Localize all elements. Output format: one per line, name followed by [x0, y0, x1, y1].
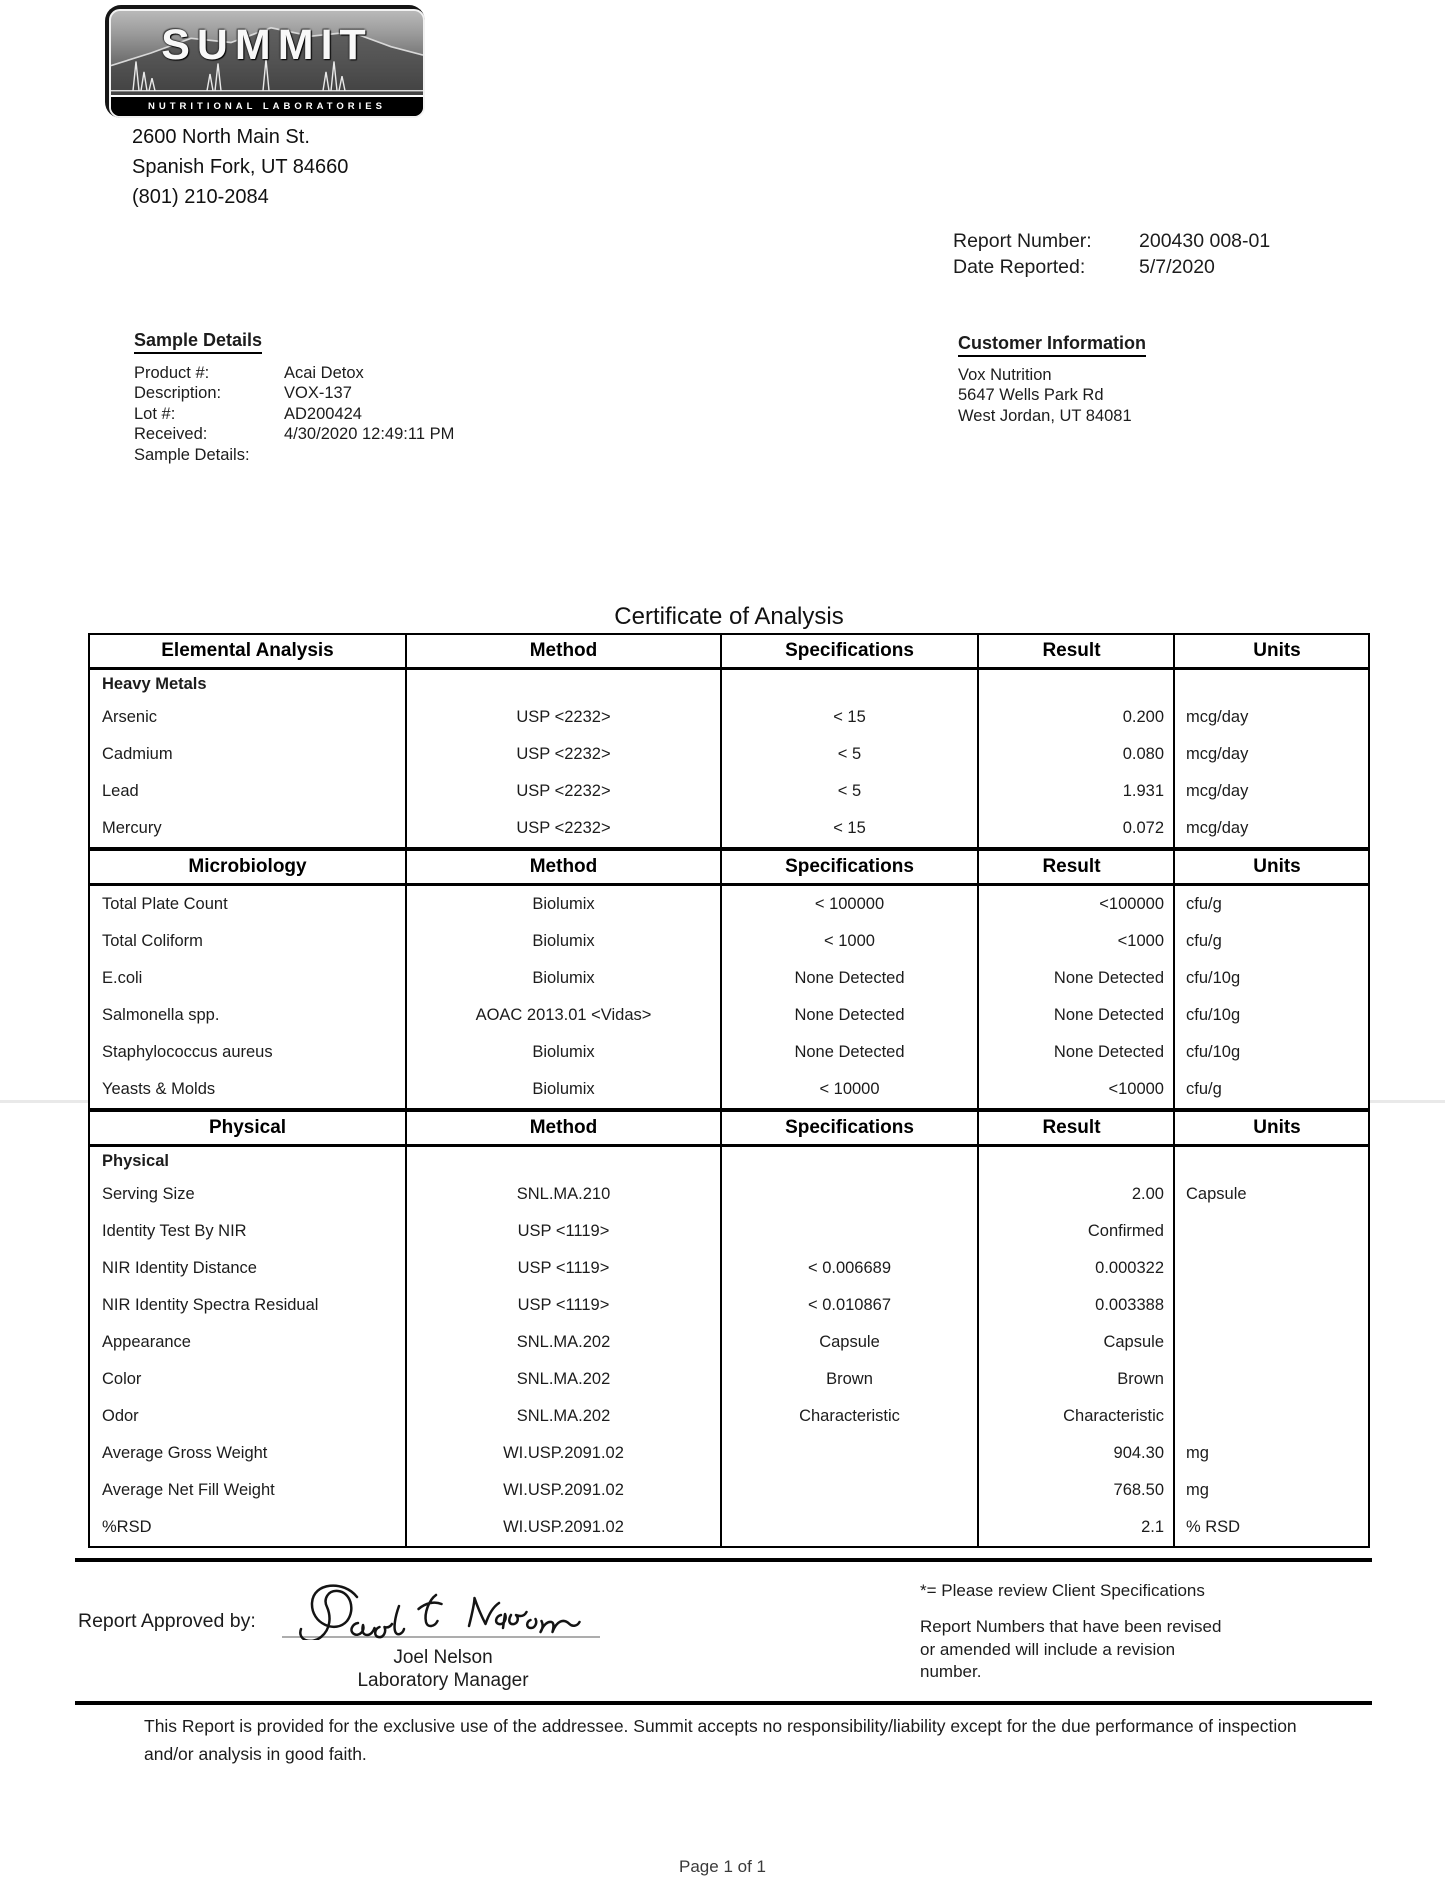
- summit-logo: [105, 5, 425, 118]
- table-cell: 0.072: [977, 810, 1173, 847]
- table-cell: < 15: [720, 699, 977, 736]
- table-cell: Biolumix: [405, 1034, 720, 1071]
- table-cell: Capsule: [977, 1324, 1173, 1361]
- table-cell: [1173, 1213, 1368, 1250]
- table-cell: < 100000: [720, 886, 977, 923]
- table-row: [90, 1361, 1368, 1398]
- customer-info-heading: Customer Information: [958, 333, 1146, 357]
- field-label: Product #:: [134, 364, 210, 382]
- column-header: Units: [1173, 635, 1368, 667]
- sample-field-row: [134, 363, 454, 383]
- subheading-cell: [977, 1147, 1173, 1176]
- sample-field-row: [134, 445, 454, 465]
- table-cell: 0.080: [977, 736, 1173, 773]
- table-cell: Brown: [720, 1361, 977, 1398]
- subheading-cell: Heavy Metals: [102, 675, 207, 693]
- table-cell: None Detected: [720, 997, 977, 1034]
- table-row: [90, 997, 1368, 1034]
- table-cell: Salmonella spp.: [102, 1006, 220, 1024]
- date-reported-label: Date Reported:: [953, 256, 1086, 278]
- table-cell: < 5: [720, 736, 977, 773]
- signature-line: [282, 1636, 600, 1638]
- field-label: Received:: [134, 425, 208, 444]
- column-header: Specifications: [720, 1112, 977, 1144]
- subheading-cell: [405, 1147, 720, 1176]
- table-cell: [720, 1472, 977, 1509]
- table-cell: None Detected: [977, 997, 1173, 1034]
- table-cell: < 5: [720, 773, 977, 810]
- table-cell: < 1000: [720, 923, 977, 960]
- table-cell: %RSD: [102, 1518, 152, 1536]
- table-cell: mcg/day: [1173, 810, 1368, 847]
- table-cell: None Detected: [977, 960, 1173, 997]
- sample-field-row: [134, 404, 454, 424]
- page-number: Page 1 of 1: [679, 1857, 766, 1876]
- table-row: [90, 1213, 1368, 1250]
- table-cell: Yeasts & Molds: [102, 1080, 216, 1098]
- logo-brand-text: SUMMIT: [161, 21, 373, 69]
- table-cell: Confirmed: [977, 1213, 1173, 1250]
- column-header: Method: [405, 1112, 720, 1144]
- table-cell: 768.50: [977, 1472, 1173, 1509]
- table-cell: Biolumix: [405, 923, 720, 960]
- column-header: Method: [405, 635, 720, 667]
- table-cell: [1173, 1250, 1368, 1287]
- lab-address-line: 2600 North Main St.: [132, 126, 310, 148]
- approver-title: Laboratory Manager: [357, 1670, 529, 1691]
- lab-address: [132, 122, 348, 212]
- table-cell: WI.USP.2091.02: [405, 1435, 720, 1472]
- table-cell: [720, 1509, 977, 1546]
- table-row: [90, 810, 1368, 847]
- table-row: [90, 1287, 1368, 1324]
- table-cell: Biolumix: [405, 960, 720, 997]
- subheading-cell: [405, 670, 720, 699]
- field-value: 4/30/2020 12:49:11 PM: [284, 425, 455, 444]
- subheading-cell: [720, 670, 977, 699]
- table-cell: <1000: [977, 923, 1173, 960]
- column-header: Specifications: [720, 851, 977, 883]
- column-header: Result: [977, 635, 1173, 667]
- customer-info-block: [958, 333, 1146, 426]
- report-info: [953, 228, 1270, 280]
- table-cell: Total Coliform: [102, 932, 203, 950]
- table-cell: Color: [102, 1370, 142, 1388]
- table-cell: cfu/10g: [1173, 960, 1368, 997]
- field-value: AD200424: [284, 404, 362, 423]
- table-cell: cfu/10g: [1173, 1034, 1368, 1071]
- table-cell: % RSD: [1173, 1509, 1368, 1546]
- customer-line: Vox Nutrition: [958, 366, 1052, 384]
- table-cell: Average Gross Weight: [102, 1444, 268, 1462]
- logo-artwork: [109, 9, 425, 118]
- table-cell: < 10000: [720, 1071, 977, 1108]
- table-cell: Capsule: [720, 1324, 977, 1361]
- coa-section-microbiology: [88, 849, 1370, 1110]
- table-row: [90, 1324, 1368, 1361]
- subheading-cell: Physical: [102, 1152, 169, 1170]
- table-cell: Serving Size: [102, 1185, 195, 1203]
- table-cell: cfu/g: [1173, 923, 1368, 960]
- table-cell: Total Plate Count: [102, 895, 228, 913]
- table-row: [90, 1472, 1368, 1509]
- customer-line: West Jordan, UT 84081: [958, 406, 1132, 425]
- table-row: [90, 1147, 1368, 1176]
- table-cell: WI.USP.2091.02: [405, 1509, 720, 1546]
- table-cell: [720, 1176, 977, 1213]
- table-cell: Biolumix: [405, 886, 720, 923]
- table-cell: < 15: [720, 810, 977, 847]
- coa-section-physical: [88, 1110, 1370, 1548]
- table-cell: SNL.MA.202: [405, 1361, 720, 1398]
- column-header: Units: [1173, 1112, 1368, 1144]
- table-row: [90, 960, 1368, 997]
- table-row: [90, 1398, 1368, 1435]
- field-label: Description:: [134, 384, 222, 403]
- subheading-cell: [1173, 1147, 1368, 1176]
- table-cell: E.coli: [102, 969, 143, 987]
- table-cell: Mercury: [102, 819, 162, 837]
- table-cell: [720, 1213, 977, 1250]
- table-cell: Characteristic: [720, 1398, 977, 1435]
- table-cell: Identity Test By NIR: [102, 1222, 247, 1240]
- table-cell: WI.USP.2091.02: [405, 1472, 720, 1509]
- coa-section-elemental-analysis: [88, 633, 1370, 849]
- table-cell: USP <2232>: [405, 810, 720, 847]
- table-cell: USP <2232>: [405, 736, 720, 773]
- customer-line: 5647 Wells Park Rd: [958, 386, 1104, 405]
- table-cell: 1.931: [977, 773, 1173, 810]
- table-cell: [1173, 1398, 1368, 1435]
- table-cell: [1173, 1287, 1368, 1324]
- client-spec-note: *= Please review Client Specifications: [920, 1581, 1205, 1600]
- table-cell: Average Net Fill Weight: [102, 1481, 275, 1499]
- table-cell: cfu/10g: [1173, 997, 1368, 1034]
- column-header: Method: [405, 851, 720, 883]
- table-row: [90, 635, 1368, 670]
- table-cell: < 0.010867: [720, 1287, 977, 1324]
- subheading-cell: [977, 670, 1173, 699]
- table-row: [90, 1071, 1368, 1108]
- table-cell: Biolumix: [405, 1071, 720, 1108]
- report-number-label: Report Number:: [953, 230, 1092, 252]
- table-cell: Lead: [102, 782, 139, 800]
- table-cell: 904.30: [977, 1435, 1173, 1472]
- approval-signature-block: [282, 1578, 604, 1692]
- table-row: [90, 699, 1368, 736]
- table-cell: mcg/day: [1173, 773, 1368, 810]
- page-title: Certificate of Analysis: [614, 603, 844, 630]
- column-header: Specifications: [720, 635, 977, 667]
- table-cell: mcg/day: [1173, 736, 1368, 773]
- table-cell: SNL.MA.210: [405, 1176, 720, 1213]
- table-row: [90, 886, 1368, 923]
- table-cell: SNL.MA.202: [405, 1398, 720, 1435]
- sample-field-row: [134, 424, 454, 444]
- lab-address-line: Spanish Fork, UT 84660: [132, 156, 349, 178]
- table-row: [90, 851, 1368, 886]
- table-cell: cfu/g: [1173, 1071, 1368, 1108]
- table-cell: 0.003388: [977, 1287, 1173, 1324]
- table-cell: [720, 1435, 977, 1472]
- column-header: Elemental Analysis: [161, 640, 334, 661]
- table-cell: mcg/day: [1173, 699, 1368, 736]
- column-header: Units: [1173, 851, 1368, 883]
- table-cell: cfu/g: [1173, 886, 1368, 923]
- table-row: [90, 1176, 1368, 1213]
- column-header: Physical: [208, 1117, 287, 1138]
- logo-tagline: NUTRITIONAL LABORATORIES: [111, 95, 423, 116]
- table-row: [90, 923, 1368, 960]
- lab-address-line: (801) 210-2084: [132, 186, 269, 208]
- table-cell: Capsule: [1173, 1176, 1368, 1213]
- subheading-cell: [1173, 670, 1368, 699]
- divider-rule-top: [75, 1558, 1372, 1562]
- column-header: Result: [977, 1112, 1173, 1144]
- table-cell: SNL.MA.202: [405, 1324, 720, 1361]
- report-number-value: 200430 008-01: [1139, 230, 1271, 252]
- field-value: Acai Detox: [284, 364, 364, 382]
- table-cell: < 0.006689: [720, 1250, 977, 1287]
- signature: [282, 1578, 604, 1640]
- subheading-cell: [720, 1147, 977, 1176]
- table-cell: Odor: [102, 1407, 139, 1425]
- notes-block: [920, 1581, 1250, 1684]
- table-cell: mg: [1173, 1472, 1368, 1509]
- revision-note: Report Numbers that have been revised or amended will include a revision number.: [920, 1617, 1222, 1681]
- sample-details-block: [134, 330, 454, 465]
- table-cell: USP <2232>: [405, 699, 720, 736]
- table-row: [90, 1112, 1368, 1147]
- table-row: [90, 670, 1368, 699]
- table-cell: None Detected: [977, 1034, 1173, 1071]
- table-cell: USP <1119>: [405, 1250, 720, 1287]
- divider-rule-bottom: [75, 1701, 1372, 1705]
- table-cell: USP <2232>: [405, 773, 720, 810]
- report-approved-by-label: Report Approved by:: [78, 1610, 256, 1632]
- table-row: [90, 1435, 1368, 1472]
- column-header: Result: [977, 851, 1173, 883]
- table-cell: None Detected: [720, 1034, 977, 1071]
- table-row: [90, 773, 1368, 810]
- table-cell: NIR Identity Spectra Residual: [102, 1296, 319, 1314]
- table-cell: AOAC 2013.01 <Vidas>: [405, 997, 720, 1034]
- table-cell: mg: [1173, 1435, 1368, 1472]
- field-value: VOX-137: [284, 384, 352, 403]
- sample-field-row: [134, 383, 454, 403]
- approver-name: Joel Nelson: [393, 1647, 493, 1668]
- table-cell: Appearance: [102, 1333, 191, 1351]
- sample-details-heading: Sample Details: [134, 330, 262, 354]
- table-cell: 2.1: [977, 1509, 1173, 1546]
- table-cell: <10000: [977, 1071, 1173, 1108]
- table-row: [90, 1250, 1368, 1287]
- table-cell: Arsenic: [102, 708, 158, 726]
- table-cell: None Detected: [720, 960, 977, 997]
- coa-tables: [88, 633, 1370, 1548]
- table-cell: <100000: [977, 886, 1173, 923]
- table-row: [90, 1034, 1368, 1071]
- table-cell: NIR Identity Distance: [102, 1259, 257, 1277]
- table-cell: Cadmium: [102, 745, 173, 763]
- table-cell: Characteristic: [977, 1398, 1173, 1435]
- table-cell: Staphylococcus aureus: [102, 1043, 273, 1061]
- table-cell: [1173, 1361, 1368, 1398]
- table-cell: 2.00: [977, 1176, 1173, 1213]
- column-header: Microbiology: [188, 856, 307, 877]
- field-label: Sample Details:: [134, 445, 250, 464]
- table-cell: [1173, 1324, 1368, 1361]
- table-cell: USP <1119>: [405, 1287, 720, 1324]
- table-row: [90, 736, 1368, 773]
- field-label: Lot #:: [134, 404, 176, 423]
- disclaimer-text: This Report is provided for the exclusive use of the addressee. Summit accepts no responsibility/liability except for the due performance of inspection and/or analysis in good faith.: [144, 1716, 1297, 1764]
- table-cell: USP <1119>: [405, 1213, 720, 1250]
- table-row: [90, 1509, 1368, 1546]
- table-cell: Brown: [977, 1361, 1173, 1398]
- date-reported-value: 5/7/2020: [1139, 256, 1215, 278]
- table-cell: 0.000322: [977, 1250, 1173, 1287]
- table-cell: 0.200: [977, 699, 1173, 736]
